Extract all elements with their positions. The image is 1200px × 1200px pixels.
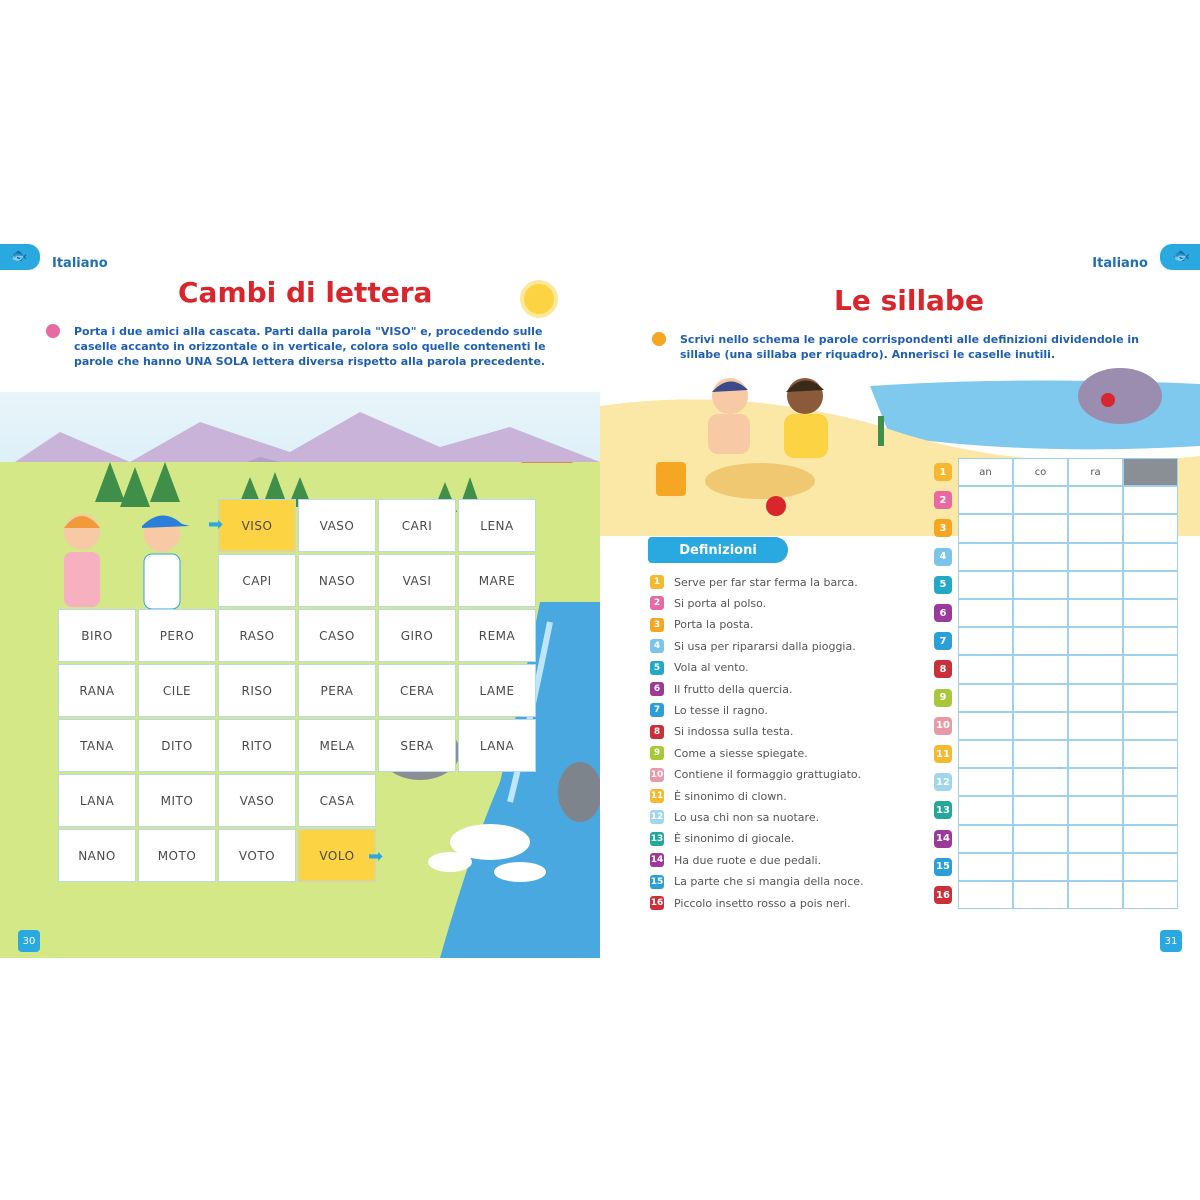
schema-cell[interactable] — [958, 881, 1013, 909]
schema-header-syllable: an — [979, 466, 992, 478]
grid-cell[interactable]: MELA — [298, 719, 376, 772]
fish-icon: 🐟 — [1172, 248, 1190, 264]
definition-number: 13 — [650, 833, 664, 844]
grid-cell[interactable]: RANA — [58, 664, 136, 717]
grid-cell[interactable]: VASI — [378, 554, 456, 607]
schema-cell[interactable] — [958, 768, 1013, 796]
grid-cell[interactable]: VOTO — [218, 829, 296, 882]
definition-number: 11 — [650, 791, 664, 801]
schema-cell[interactable] — [1123, 853, 1178, 881]
end-arrow-icon: ➡ — [368, 846, 384, 867]
schema-cell[interactable] — [1068, 796, 1123, 824]
schema-cell[interactable] — [1123, 514, 1178, 542]
grid-cell[interactable]: VASO — [218, 774, 296, 827]
schema-cell[interactable] — [1013, 514, 1068, 542]
grid-cell[interactable]: TANA — [58, 719, 136, 772]
schema-row-number: 9 — [934, 689, 952, 707]
schema-cell[interactable] — [1068, 486, 1123, 514]
schema-cell[interactable] — [1123, 740, 1178, 768]
definition-item — [650, 894, 851, 912]
schema-cell[interactable] — [1013, 543, 1068, 571]
page-title: Le sillabe — [834, 284, 984, 317]
schema-cell[interactable] — [958, 655, 1013, 683]
schema-cell[interactable] — [1013, 825, 1068, 853]
grid-cell[interactable]: GIRO — [378, 609, 456, 662]
schema-cell[interactable] — [1068, 740, 1123, 768]
schema-cell[interactable] — [1013, 712, 1068, 740]
definition-number: 12 — [650, 812, 664, 823]
definition-number: 4 — [650, 639, 664, 653]
definition-text: Lo usa chi non sa nuotare. — [674, 810, 820, 824]
right-page — [600, 242, 1200, 958]
grid-cell[interactable]: LANA — [458, 719, 536, 772]
schema-cell[interactable] — [1123, 796, 1178, 824]
grid-cell[interactable]: SERA — [378, 719, 456, 772]
schema-cell[interactable] — [1013, 768, 1068, 796]
definition-text: È sinonimo di giocale. — [674, 832, 795, 846]
definition-text: Come a siesse spiegate. — [674, 746, 808, 760]
schema-cell[interactable] — [1068, 881, 1123, 909]
schema-header-syllable: co — [1034, 466, 1047, 478]
schema-cell[interactable] — [1123, 543, 1178, 571]
definition-item — [650, 808, 819, 826]
schema-cell[interactable] — [1013, 740, 1068, 768]
schema-cell[interactable] — [1068, 627, 1123, 655]
definitions-label: Definizioni — [648, 537, 788, 563]
definition-text: Si indossa sulla testa. — [674, 725, 794, 739]
definition-number: 15 — [650, 876, 664, 887]
schema-header-syllable — [1124, 459, 1177, 485]
book-spread — [0, 242, 1200, 958]
schema-cell[interactable] — [1068, 655, 1123, 683]
definition-text: Lo tesse il ragno. — [674, 703, 768, 717]
grid-cell[interactable]: CASO — [298, 609, 376, 662]
schema-cell[interactable] — [958, 796, 1013, 824]
schema-cell[interactable] — [958, 571, 1013, 599]
schema-row-number: 14 — [934, 830, 952, 848]
definition-number: 2 — [650, 596, 664, 610]
schema-cell[interactable] — [1068, 514, 1123, 542]
definition-text: Porta la posta. — [674, 618, 754, 632]
definition-text: Il frutto della quercia. — [674, 682, 793, 696]
schema-row-number: 7 — [934, 632, 952, 650]
grid-cell[interactable]: NASO — [298, 554, 376, 607]
schema-row-number: 10 — [934, 717, 952, 735]
schema-cell[interactable] — [958, 825, 1013, 853]
schema-cell[interactable] — [1068, 712, 1123, 740]
grid-cell[interactable]: PERA — [298, 664, 376, 717]
sun-icon — [524, 284, 554, 314]
schema-header-cell — [958, 458, 1013, 486]
schema-row-number: 3 — [934, 519, 952, 537]
schema-cell[interactable] — [1013, 853, 1068, 881]
definition-number: 3 — [650, 618, 664, 632]
definition-item — [650, 616, 753, 634]
schema-cell[interactable] — [1068, 543, 1123, 571]
definition-text: Ha due ruote e due pedali. — [674, 853, 822, 867]
schema-row-number: 4 — [934, 548, 952, 566]
grid-cell[interactable]: CARI — [378, 499, 456, 552]
schema-cell[interactable] — [1013, 796, 1068, 824]
schema-cell[interactable] — [1068, 599, 1123, 627]
schema-cell[interactable] — [1123, 768, 1178, 796]
definition-item — [650, 851, 821, 869]
definition-number: 8 — [650, 725, 664, 739]
two-kids-illustration — [50, 504, 200, 614]
definition-item — [650, 723, 793, 741]
schema-cell[interactable] — [1013, 684, 1068, 712]
definition-text: Vola al vento. — [674, 661, 749, 675]
grid-cell[interactable]: REMA — [458, 609, 536, 662]
grid-cell[interactable]: LAME — [458, 664, 536, 717]
page-number: 30 — [18, 930, 40, 952]
definition-item — [650, 787, 787, 805]
schema-cell[interactable] — [1013, 655, 1068, 683]
schema-cell[interactable] — [958, 684, 1013, 712]
grid-cell[interactable]: VOLO — [298, 829, 376, 882]
schema-cell[interactable] — [1013, 571, 1068, 599]
page-number: 31 — [1160, 930, 1182, 952]
grid-cell[interactable]: MITO — [138, 774, 216, 827]
schema-cell[interactable] — [958, 599, 1013, 627]
grid-cell[interactable]: RASO — [218, 609, 296, 662]
definition-item — [650, 744, 808, 762]
schema-cell[interactable] — [1123, 712, 1178, 740]
grid-cell[interactable]: NANO — [58, 829, 136, 882]
definition-item — [650, 830, 794, 848]
schema-cell[interactable] — [1123, 599, 1178, 627]
definition-number: 14 — [650, 855, 664, 866]
definition-text: Si porta al polso. — [674, 596, 767, 610]
grid-cell[interactable]: LENA — [458, 499, 536, 552]
schema-cell[interactable] — [1013, 627, 1068, 655]
schema-cell[interactable] — [1013, 881, 1068, 909]
schema-row-number: 2 — [934, 491, 952, 509]
definition-item — [650, 766, 861, 784]
schema-row-number: 15 — [934, 858, 952, 876]
grid-cell[interactable]: BIRO — [58, 609, 136, 662]
section-tab — [1160, 244, 1200, 270]
grid-cell[interactable]: LANA — [58, 774, 136, 827]
instructions: Scrivi nello schema le parole corrispondenti alle definizioni dividendole in sillabe (una sillaba per riquadro). Annerisci le caselle inutili. — [680, 333, 1139, 361]
schema-cell[interactable] — [958, 627, 1013, 655]
grid-cell[interactable]: CERA — [378, 664, 456, 717]
schema-cell[interactable] — [958, 853, 1013, 881]
grid-cell[interactable]: RITO — [218, 719, 296, 772]
page-title: Cambi di lettera — [178, 276, 433, 309]
schema-cell[interactable] — [1123, 881, 1178, 909]
definition-number: 1 — [650, 575, 664, 589]
grid-cell[interactable]: VISO — [218, 499, 296, 552]
fish-icon: 🐟 — [10, 248, 28, 264]
schema-header-syllable: ra — [1090, 466, 1101, 478]
schema-cell[interactable] — [1013, 486, 1068, 514]
start-arrow-icon: ➡ — [208, 514, 224, 535]
definition-number: 5 — [650, 661, 664, 675]
definition-text: Serve per far star ferma la barca. — [674, 575, 858, 589]
schema-cell[interactable] — [1123, 571, 1178, 599]
definition-text: È sinonimo di clown. — [674, 789, 787, 803]
schema-cell[interactable] — [1068, 853, 1123, 881]
schema-cell[interactable] — [958, 486, 1013, 514]
schema-cell[interactable] — [1123, 684, 1178, 712]
schema-cell[interactable] — [958, 712, 1013, 740]
definition-item — [650, 680, 792, 698]
schema-cell[interactable] — [1123, 655, 1178, 683]
schema-row-number: 16 — [934, 886, 952, 904]
lollipop-icon — [46, 324, 60, 338]
definition-text: Contiene il formaggio grattugiato. — [674, 768, 861, 782]
schema-row-number: 12 — [934, 773, 952, 791]
grid-cell[interactable]: MOTO — [138, 829, 216, 882]
grid-cell[interactable]: VASO — [298, 499, 376, 552]
schema-cell[interactable] — [1068, 571, 1123, 599]
schema-row-number: 11 — [934, 745, 952, 763]
section-label: Italiano — [1092, 256, 1148, 271]
schema-cell[interactable] — [1013, 599, 1068, 627]
bullet-icon — [652, 332, 666, 346]
schema-row-number: 6 — [934, 604, 952, 622]
schema-cell[interactable] — [1123, 486, 1178, 514]
definition-text: Si usa per ripararsi dalla pioggia. — [674, 639, 856, 653]
grid-cell[interactable]: MARE — [458, 554, 536, 607]
schema-row-number: 1 — [934, 463, 952, 481]
schema-cell[interactable] — [958, 543, 1013, 571]
left-page — [0, 242, 600, 958]
definition-number: 10 — [650, 769, 664, 780]
grid-cell[interactable]: CASA — [298, 774, 376, 827]
schema-header-cell — [1013, 458, 1068, 486]
instructions: Porta i due amici alla cascata. Parti dalla parola "VISO" e, procedendo sulle caselle accanto in orizzontale o in verticale, colora solo quelle contenenti le parole che hanno UNA SOLA lettera diversa rispetto alla parola precedente. — [74, 325, 546, 368]
schema-cell[interactable] — [1123, 825, 1178, 853]
definition-item — [650, 701, 768, 719]
definition-text: Piccolo insetto rosso a pois neri. — [674, 896, 851, 910]
schema-cell[interactable] — [1068, 768, 1123, 796]
schema-row-number: 5 — [934, 576, 952, 594]
definition-item — [650, 573, 858, 591]
definition-number: 6 — [650, 682, 664, 696]
definition-item — [650, 594, 766, 612]
definition-text: La parte che si mangia della noce. — [674, 875, 864, 889]
grid-cell[interactable]: DITO — [138, 719, 216, 772]
section-tab — [0, 244, 40, 270]
schema-cell[interactable] — [1123, 627, 1178, 655]
definition-item — [650, 659, 749, 677]
grid-cell[interactable]: PERO — [138, 609, 216, 662]
schema-cell[interactable] — [1068, 684, 1123, 712]
schema-row-number: 8 — [934, 660, 952, 678]
definition-number: 7 — [650, 703, 664, 717]
definition-number: 16 — [650, 898, 664, 908]
schema-header-cell — [1123, 458, 1178, 486]
definition-number: 9 — [650, 746, 664, 760]
definition-item — [650, 873, 864, 891]
grid-cell[interactable]: RISO — [218, 664, 296, 717]
schema-cell[interactable] — [958, 740, 1013, 768]
grid-cell[interactable]: CAPI — [218, 554, 296, 607]
schema-header-cell — [1068, 458, 1123, 486]
schema-cell[interactable] — [1068, 825, 1123, 853]
definition-item — [650, 637, 856, 655]
section-label: Italiano — [52, 256, 108, 271]
schema-cell[interactable] — [958, 514, 1013, 542]
syllable-schema — [934, 458, 1156, 908]
schema-row-number: 13 — [934, 801, 952, 819]
grid-cell[interactable]: CILE — [138, 664, 216, 717]
